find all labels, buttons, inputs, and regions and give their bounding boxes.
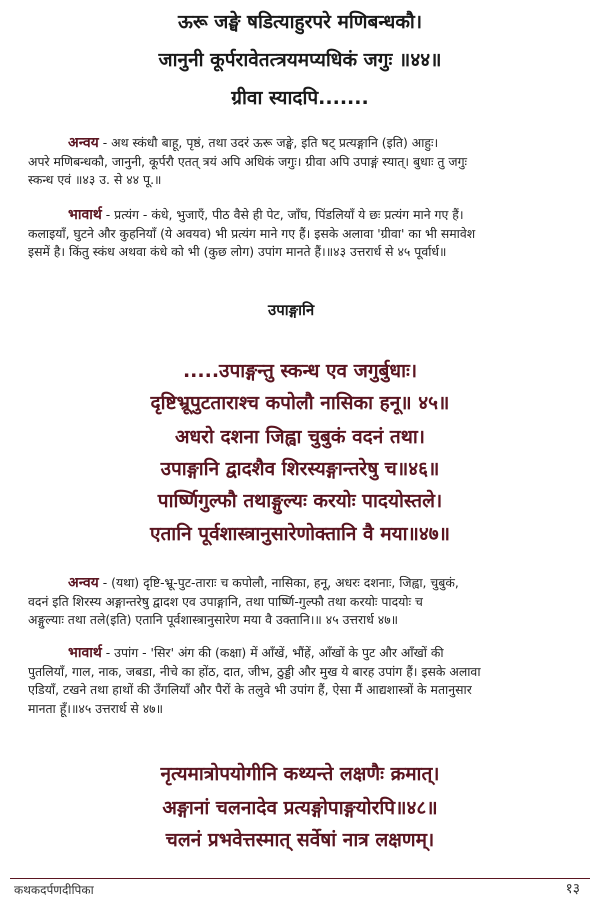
bhavarth-label: भावार्थ bbox=[68, 207, 102, 223]
verse-line: .....उपाङ्गन्तु स्कन्ध एव जगुर्बुधाः। bbox=[182, 360, 418, 382]
verse-line: चलनं प्रभवेत्तस्मात् सर्वेषां नात्र लक्षणम्। bbox=[165, 829, 435, 851]
verse-line: ऊरू जङ्घे षडित्याहुरपरे मणिबन्धकौ। bbox=[177, 11, 423, 33]
verse-line: नृत्यमात्रोपयोगीनि कथ्यन्ते लक्षणैः क्रमात्। bbox=[160, 763, 440, 785]
verse-line: जानुनी कूर्परावेतत्त्रयमप्यधिकं जगुः ॥४४॥ bbox=[158, 49, 442, 71]
anvaya-paragraph-2 bbox=[28, 574, 586, 630]
paragraph-line: अपरे मणिबन्धकौ, जानुनी, कूर्परौ एतत् त्रयं अपि अधिकं जगुः। ग्रीवा अपि उपाङ्गं स्यात्। बुधाः तु जगुः bbox=[28, 153, 468, 169]
paragraph-line: एडियाँ, टखने तथा हाथों की उँगलियाँ और पैरों के तलुवे भी उपांग हैं, ऐसा मैं आद्यशास्त्रों के मतानुसार bbox=[28, 682, 472, 697]
bhavarth-label: भावार्थ bbox=[68, 645, 102, 661]
bhavarth-paragraph-2 bbox=[28, 644, 586, 718]
verse-line: दृष्टिभ्रूपुटताराश्च कपोलौ नासिका हनू॥ ४५॥ bbox=[150, 392, 450, 414]
verse-line: अङ्गानां चलनादेव प्रत्यङ्गोपाङ्गयोरपि॥४८॥ bbox=[162, 797, 438, 819]
paragraph-line: इसमें है। किंतु स्कंध अथवा कंधे को भी (कुछ लोग) उपांग मानते हैं।॥४३ उत्तरार्ध से ४५ पूर्वार्ध॥ bbox=[28, 244, 447, 259]
paragraph-line: पुतलियाँ, गाल, नाक, जबडा, नीचे का होंठ, दात, जीभ, ठुड्डी और मुख ये बारह उपांग हैं। इसके अलावा bbox=[28, 663, 481, 679]
verse-line: एतानि पूर्वशास्त्रानुसारेणोक्तानि वै मया॥४७॥ bbox=[149, 523, 451, 545]
verse-line: पार्ष्णिगुल्फौ तथाङ्गुल्यः करयोः पादयोस्तले। bbox=[157, 490, 443, 512]
footer-book-title: कथकदर्पणदीपिका bbox=[14, 883, 94, 897]
paragraph-line: - उपांग - 'सिर' अंग की (कक्षा) में आँखें, भौंहें, आँखों के पुट और आँखों की bbox=[101, 645, 444, 660]
bhavarth-paragraph-1 bbox=[28, 206, 586, 262]
anvaya-label: अन्वय bbox=[68, 575, 99, 591]
anvaya-paragraph-1 bbox=[28, 134, 586, 190]
verse-line: ग्रीवा स्यादपि....... bbox=[231, 87, 369, 109]
verse-line: अधरो दशना जिह्वा चुबुकं वदनं तथा। bbox=[174, 426, 426, 448]
verse-line: उपाङ्गानि द्वादशैव शिरस्यङ्गान्तरेषु च॥४६॥ bbox=[160, 458, 440, 480]
paragraph-line: अङ्गुल्याः तथा तले(इति) एतानि पूर्वशास्त्रानुसारेण मया वै उक्तानि।॥ ४५ उत्तरार्ध ४७॥ bbox=[28, 612, 399, 627]
paragraph-line: - प्रत्यंग - कंधे, भुजाएँ, पीठ वैसे ही पेट, जाँघ, पिंडलियाँ ये छः प्रत्यंग माने गए हैं। bbox=[101, 207, 464, 222]
section-heading: उपाङ्गानि bbox=[268, 301, 315, 319]
paragraph-line: मानता हूँ।॥४५ उत्तरार्ध से ४७॥ bbox=[28, 700, 164, 716]
paragraph-line: कलाइयाँ, घुटने और कुहनियाँ (ये अवयव) भी प्रत्यंग माने गए हैं। इसके अलावा 'ग्रीवा' का भी समावेश bbox=[28, 225, 476, 241]
footer-rule bbox=[10, 878, 590, 879]
paragraph-line: - अथ स्कंधौ बाहू, पृष्ठं, तथा उदरं ऊरू जङ्घे, इति षट् प्रत्यङ्गानि (इति) आहुः। bbox=[98, 135, 439, 150]
paragraph-line: वदनं इति शिरस्य अङ्गान्तरेषु द्वादश एव उपाङ्गानि, तथा पार्ष्णि-गुल्फौ तथा करयोः पादयोः च bbox=[28, 593, 423, 609]
paragraph-line: स्कन्ध एवं ॥४३ उ. से ४४ पू.॥ bbox=[28, 172, 162, 187]
anvaya-label: अन्वय bbox=[68, 135, 99, 151]
page-number: १३ bbox=[565, 881, 580, 897]
paragraph-line: - (यथा) दृष्टि-भ्रू-पुट-ताराः च कपोलौ, नासिका, हनू, अधरः दशनाः, जिह्वा, चुबुकं, bbox=[98, 575, 459, 590]
